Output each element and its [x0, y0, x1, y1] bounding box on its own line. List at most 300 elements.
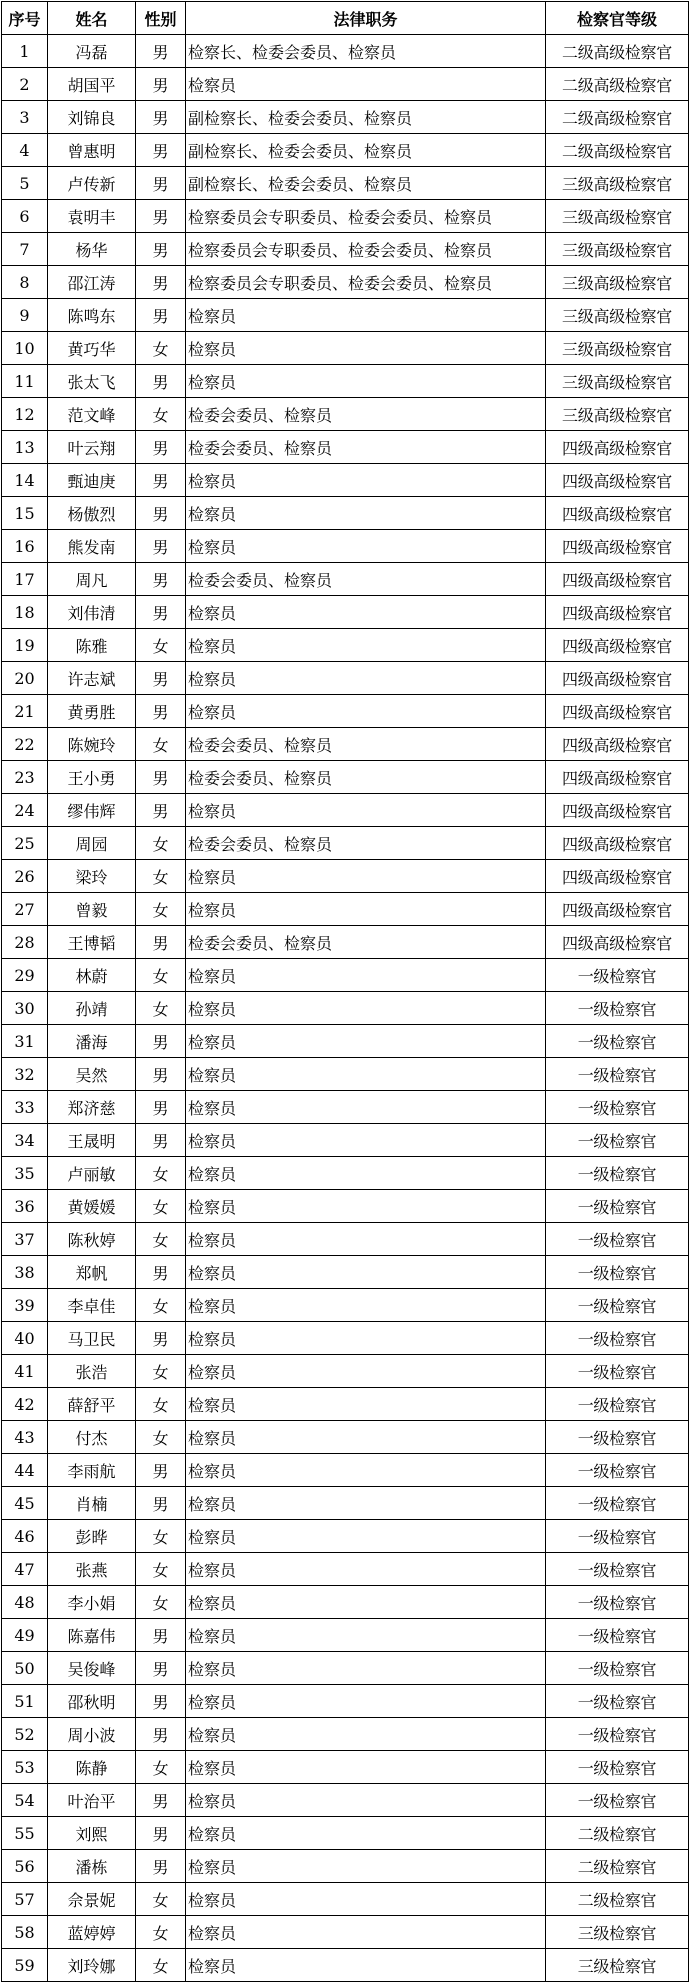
cell-index: 34: [2, 1124, 48, 1157]
cell-gender: 女: [136, 332, 186, 365]
cell-gender: 男: [136, 1685, 186, 1718]
cell-name: 吴然: [48, 1058, 136, 1091]
cell-name: 张浩: [48, 1355, 136, 1388]
cell-gender: 女: [136, 959, 186, 992]
cell-rank: 四级高级检察官: [546, 629, 689, 662]
table-row: [2, 926, 689, 959]
cell-index: 28: [2, 926, 48, 959]
cell-legal-position: 检察员: [186, 1223, 546, 1256]
cell-index: 19: [2, 629, 48, 662]
cell-name: 张燕: [48, 1553, 136, 1586]
cell-rank: 一级检察官: [546, 1718, 689, 1751]
cell-rank: 一级检察官: [546, 1652, 689, 1685]
cell-legal-position: 检察员: [186, 1256, 546, 1289]
cell-rank: 三级高级检察官: [546, 167, 689, 200]
table-row: [2, 167, 689, 200]
cell-index: 16: [2, 530, 48, 563]
cell-rank: 四级高级检察官: [546, 761, 689, 794]
cell-gender: 女: [136, 1355, 186, 1388]
cell-rank: 三级高级检察官: [546, 233, 689, 266]
table-row: [2, 959, 689, 992]
cell-rank: 一级检察官: [546, 1586, 689, 1619]
cell-name: 卢传新: [48, 167, 136, 200]
cell-name: 王博韬: [48, 926, 136, 959]
cell-name: 吴俊峰: [48, 1652, 136, 1685]
cell-gender: 女: [136, 1751, 186, 1784]
cell-gender: 男: [136, 1058, 186, 1091]
cell-legal-position: 检察员: [186, 1487, 546, 1520]
cell-index: 33: [2, 1091, 48, 1124]
cell-legal-position: 检察员: [186, 1190, 546, 1223]
cell-legal-position: 检察员: [186, 497, 546, 530]
cell-rank: 四级高级检察官: [546, 497, 689, 530]
cell-legal-position: 检察员: [186, 596, 546, 629]
cell-index: 6: [2, 200, 48, 233]
cell-legal-position: 检察员: [186, 794, 546, 827]
cell-rank: 一级检察官: [546, 959, 689, 992]
cell-rank: 二级检察官: [546, 1817, 689, 1850]
cell-legal-position: 检察员: [186, 1289, 546, 1322]
cell-name: 蓝婷婷: [48, 1916, 136, 1949]
cell-name: 曾惠明: [48, 134, 136, 167]
cell-gender: 女: [136, 1289, 186, 1322]
cell-name: 李卓佳: [48, 1289, 136, 1322]
cell-rank: 三级检察官: [546, 1916, 689, 1949]
cell-name: 冯磊: [48, 35, 136, 68]
cell-name: 陈静: [48, 1751, 136, 1784]
table-body: [2, 35, 689, 1982]
cell-rank: 一级检察官: [546, 1256, 689, 1289]
cell-gender: 男: [136, 365, 186, 398]
cell-index: 29: [2, 959, 48, 992]
cell-gender: 男: [136, 794, 186, 827]
cell-index: 26: [2, 860, 48, 893]
cell-gender: 女: [136, 1388, 186, 1421]
cell-rank: 一级检察官: [546, 1421, 689, 1454]
cell-rank: 四级高级检察官: [546, 794, 689, 827]
cell-index: 31: [2, 1025, 48, 1058]
table-row: [2, 233, 689, 266]
cell-legal-position: 检察员: [186, 68, 546, 101]
cell-gender: 男: [136, 1619, 186, 1652]
table-row: [2, 1223, 689, 1256]
cell-gender: 男: [136, 1850, 186, 1883]
table-row: [2, 1388, 689, 1421]
cell-legal-position: 检察员: [186, 332, 546, 365]
cell-legal-position: 检委会委员、检察员: [186, 926, 546, 959]
cell-legal-position: 检察员: [186, 992, 546, 1025]
cell-rank: 一级检察官: [546, 1157, 689, 1190]
cell-legal-position: 检察员: [186, 464, 546, 497]
cell-rank: 三级高级检察官: [546, 266, 689, 299]
table-row: [2, 431, 689, 464]
cell-gender: 女: [136, 398, 186, 431]
cell-gender: 男: [136, 1718, 186, 1751]
cell-gender: 女: [136, 827, 186, 860]
cell-gender: 女: [136, 1190, 186, 1223]
cell-gender: 女: [136, 1157, 186, 1190]
cell-rank: 一级检察官: [546, 992, 689, 1025]
cell-rank: 四级高级检察官: [546, 662, 689, 695]
cell-rank: 二级高级检察官: [546, 35, 689, 68]
table-row: [2, 1817, 689, 1850]
cell-rank: 一级检察官: [546, 1619, 689, 1652]
cell-index: 13: [2, 431, 48, 464]
table-row: [2, 497, 689, 530]
table-row: [2, 596, 689, 629]
cell-index: 52: [2, 1718, 48, 1751]
cell-rank: 四级高级检察官: [546, 695, 689, 728]
cell-name: 邵秋明: [48, 1685, 136, 1718]
table-row: [2, 1586, 689, 1619]
cell-legal-position: 检察员: [186, 1421, 546, 1454]
table-row: [2, 1289, 689, 1322]
cell-rank: 一级检察官: [546, 1388, 689, 1421]
cell-gender: 男: [136, 68, 186, 101]
cell-gender: 女: [136, 1586, 186, 1619]
cell-name: 王晟明: [48, 1124, 136, 1157]
cell-legal-position: 检察员: [186, 1784, 546, 1817]
cell-rank: 二级检察官: [546, 1883, 689, 1916]
cell-rank: 四级高级检察官: [546, 431, 689, 464]
table-row: [2, 794, 689, 827]
cell-rank: 一级检察官: [546, 1124, 689, 1157]
cell-rank: 一级检察官: [546, 1058, 689, 1091]
table-row: [2, 761, 689, 794]
cell-name: 刘伟清: [48, 596, 136, 629]
cell-legal-position: 检委会委员、检察员: [186, 827, 546, 860]
cell-legal-position: 检察员: [186, 1025, 546, 1058]
cell-index: 21: [2, 695, 48, 728]
cell-rank: 三级高级检察官: [546, 200, 689, 233]
cell-rank: 三级检察官: [546, 1949, 689, 1982]
cell-index: 10: [2, 332, 48, 365]
cell-name: 刘玲娜: [48, 1949, 136, 1982]
cell-index: 59: [2, 1949, 48, 1982]
cell-legal-position: 检察员: [186, 1058, 546, 1091]
cell-legal-position: 检察员: [186, 1520, 546, 1553]
cell-index: 55: [2, 1817, 48, 1850]
cell-gender: 男: [136, 1652, 186, 1685]
table-row: [2, 530, 689, 563]
cell-name: 薛舒平: [48, 1388, 136, 1421]
cell-legal-position: 检察员: [186, 1157, 546, 1190]
cell-index: 57: [2, 1883, 48, 1916]
cell-rank: 四级高级检察官: [546, 893, 689, 926]
table-row: [2, 629, 689, 662]
cell-name: 林蔚: [48, 959, 136, 992]
cell-legal-position: 检察员: [186, 1091, 546, 1124]
cell-gender: 男: [136, 1256, 186, 1289]
cell-legal-position: 检察员: [186, 1124, 546, 1157]
cell-index: 24: [2, 794, 48, 827]
cell-legal-position: 检察委员会专职委员、检委会委员、检察员: [186, 266, 546, 299]
cell-legal-position: 检察员: [186, 629, 546, 662]
cell-name: 杨华: [48, 233, 136, 266]
cell-legal-position: 检察员: [186, 1586, 546, 1619]
table-row: [2, 1124, 689, 1157]
cell-legal-position: 检察员: [186, 1751, 546, 1784]
cell-gender: 男: [136, 1487, 186, 1520]
cell-gender: 男: [136, 464, 186, 497]
cell-legal-position: 检察员: [186, 959, 546, 992]
table-row: [2, 695, 689, 728]
cell-gender: 男: [136, 563, 186, 596]
cell-name: 熊发南: [48, 530, 136, 563]
cell-legal-position: 检察员: [186, 1619, 546, 1652]
table-row: [2, 1718, 689, 1751]
table-row: [2, 1256, 689, 1289]
cell-name: 周小波: [48, 1718, 136, 1751]
cell-name: 李小娟: [48, 1586, 136, 1619]
cell-rank: 四级高级检察官: [546, 530, 689, 563]
prosecutor-roster-table: [1, 1, 689, 1982]
cell-gender: 女: [136, 629, 186, 662]
cell-index: 50: [2, 1652, 48, 1685]
cell-index: 14: [2, 464, 48, 497]
table-row: [2, 992, 689, 1025]
cell-rank: 一级检察官: [546, 1751, 689, 1784]
cell-name: 潘海: [48, 1025, 136, 1058]
table-row: [2, 1091, 689, 1124]
cell-index: 9: [2, 299, 48, 332]
cell-index: 30: [2, 992, 48, 1025]
cell-rank: 一级检察官: [546, 1487, 689, 1520]
cell-legal-position: 检察员: [186, 1322, 546, 1355]
table-row: [2, 1916, 689, 1949]
cell-legal-position: 检委会委员、检察员: [186, 431, 546, 464]
cell-legal-position: 检察员: [186, 1454, 546, 1487]
cell-legal-position: 检察员: [186, 1916, 546, 1949]
cell-gender: 男: [136, 1322, 186, 1355]
cell-index: 15: [2, 497, 48, 530]
cell-rank: 二级高级检察官: [546, 68, 689, 101]
cell-name: 黄巧华: [48, 332, 136, 365]
cell-legal-position: 检察长、检委会委员、检察员: [186, 35, 546, 68]
cell-gender: 女: [136, 1520, 186, 1553]
cell-name: 黄勇胜: [48, 695, 136, 728]
cell-index: 12: [2, 398, 48, 431]
cell-name: 彭晔: [48, 1520, 136, 1553]
cell-rank: 一级检察官: [546, 1190, 689, 1223]
cell-legal-position: 检察员: [186, 1817, 546, 1850]
cell-legal-position: 检察员: [186, 1685, 546, 1718]
cell-name: 陈嘉伟: [48, 1619, 136, 1652]
cell-legal-position: 检察员: [186, 1949, 546, 1982]
table-row: [2, 1157, 689, 1190]
cell-gender: 男: [136, 134, 186, 167]
cell-rank: 一级检察官: [546, 1223, 689, 1256]
cell-name: 叶治平: [48, 1784, 136, 1817]
cell-index: 38: [2, 1256, 48, 1289]
cell-name: 王小勇: [48, 761, 136, 794]
cell-name: 郑帆: [48, 1256, 136, 1289]
table-row: [2, 1949, 689, 1982]
table-row: [2, 1421, 689, 1454]
cell-rank: 四级高级检察官: [546, 728, 689, 761]
cell-gender: 女: [136, 1421, 186, 1454]
cell-rank: 一级检察官: [546, 1322, 689, 1355]
cell-gender: 女: [136, 992, 186, 1025]
cell-name: 马卫民: [48, 1322, 136, 1355]
cell-index: 3: [2, 101, 48, 134]
cell-name: 卢丽敏: [48, 1157, 136, 1190]
table-row: [2, 1883, 689, 1916]
table-row: [2, 1487, 689, 1520]
cell-legal-position: 检察员: [186, 1388, 546, 1421]
table-row: [2, 728, 689, 761]
cell-rank: 一级检察官: [546, 1355, 689, 1388]
cell-name: 邵江涛: [48, 266, 136, 299]
table-row: [2, 332, 689, 365]
table-row: [2, 1454, 689, 1487]
cell-gender: 男: [136, 1124, 186, 1157]
cell-index: 56: [2, 1850, 48, 1883]
table-row: [2, 1751, 689, 1784]
cell-rank: 三级高级检察官: [546, 332, 689, 365]
cell-legal-position: 副检察长、检委会委员、检察员: [186, 167, 546, 200]
cell-index: 11: [2, 365, 48, 398]
cell-name: 袁明丰: [48, 200, 136, 233]
cell-name: 范文峰: [48, 398, 136, 431]
cell-gender: 男: [136, 530, 186, 563]
table-row: [2, 1619, 689, 1652]
cell-rank: 一级检察官: [546, 1091, 689, 1124]
cell-gender: 男: [136, 35, 186, 68]
cell-gender: 男: [136, 1784, 186, 1817]
table-row: [2, 827, 689, 860]
header-name: 姓名: [48, 2, 136, 35]
table-row: [2, 1685, 689, 1718]
table-header: [2, 2, 689, 35]
table-row: [2, 1322, 689, 1355]
table-row: [2, 1025, 689, 1058]
table-row: [2, 1850, 689, 1883]
cell-legal-position: 检察员: [186, 893, 546, 926]
cell-legal-position: 检委会委员、检察员: [186, 761, 546, 794]
cell-legal-position: 检察员: [186, 299, 546, 332]
cell-index: 39: [2, 1289, 48, 1322]
cell-name: 胡国平: [48, 68, 136, 101]
table-row: [2, 1520, 689, 1553]
cell-name: 郑济慈: [48, 1091, 136, 1124]
cell-index: 40: [2, 1322, 48, 1355]
cell-gender: 男: [136, 431, 186, 464]
cell-gender: 女: [136, 1553, 186, 1586]
cell-name: 李雨航: [48, 1454, 136, 1487]
cell-legal-position: 检察员: [186, 1355, 546, 1388]
cell-legal-position: 检察员: [186, 1850, 546, 1883]
cell-name: 甄迪庚: [48, 464, 136, 497]
cell-gender: 男: [136, 200, 186, 233]
cell-gender: 男: [136, 266, 186, 299]
cell-index: 35: [2, 1157, 48, 1190]
cell-gender: 男: [136, 596, 186, 629]
cell-index: 53: [2, 1751, 48, 1784]
cell-name: 陈秋婷: [48, 1223, 136, 1256]
cell-rank: 二级高级检察官: [546, 101, 689, 134]
header-row: [2, 2, 689, 35]
cell-gender: 男: [136, 761, 186, 794]
cell-legal-position: 检察员: [186, 695, 546, 728]
cell-name: 杨傲烈: [48, 497, 136, 530]
header-gender: 性别: [136, 2, 186, 35]
cell-index: 5: [2, 167, 48, 200]
cell-legal-position: 检委会委员、检察员: [186, 563, 546, 596]
table-row: [2, 35, 689, 68]
cell-gender: 女: [136, 1223, 186, 1256]
table-row: [2, 266, 689, 299]
cell-name: 刘锦良: [48, 101, 136, 134]
cell-name: 付杰: [48, 1421, 136, 1454]
cell-gender: 女: [136, 728, 186, 761]
cell-index: 27: [2, 893, 48, 926]
cell-legal-position: 检察员: [186, 365, 546, 398]
cell-gender: 男: [136, 1091, 186, 1124]
cell-index: 20: [2, 662, 48, 695]
cell-legal-position: 检委会委员、检察员: [186, 728, 546, 761]
cell-index: 46: [2, 1520, 48, 1553]
cell-gender: 女: [136, 1883, 186, 1916]
table-row: [2, 1784, 689, 1817]
cell-rank: 四级高级检察官: [546, 563, 689, 596]
cell-gender: 女: [136, 1949, 186, 1982]
table-row: [2, 464, 689, 497]
cell-gender: 女: [136, 893, 186, 926]
cell-index: 58: [2, 1916, 48, 1949]
table-row: [2, 134, 689, 167]
cell-name: 缪伟辉: [48, 794, 136, 827]
cell-rank: 三级高级检察官: [546, 398, 689, 431]
cell-legal-position: 检察员: [186, 860, 546, 893]
cell-rank: 一级检察官: [546, 1520, 689, 1553]
cell-legal-position: 检察委员会专职委员、检委会委员、检察员: [186, 233, 546, 266]
cell-name: 张太飞: [48, 365, 136, 398]
table-row: [2, 365, 689, 398]
table-row: [2, 1190, 689, 1223]
cell-gender: 男: [136, 695, 186, 728]
cell-legal-position: 检察员: [186, 1553, 546, 1586]
cell-name: 刘熙: [48, 1817, 136, 1850]
cell-index: 36: [2, 1190, 48, 1223]
table-row: [2, 68, 689, 101]
table-row: [2, 860, 689, 893]
table-row: [2, 398, 689, 431]
cell-name: 周园: [48, 827, 136, 860]
cell-rank: 三级高级检察官: [546, 365, 689, 398]
cell-gender: 男: [136, 926, 186, 959]
cell-name: 黄媛媛: [48, 1190, 136, 1223]
cell-index: 49: [2, 1619, 48, 1652]
cell-index: 37: [2, 1223, 48, 1256]
cell-gender: 男: [136, 662, 186, 695]
cell-legal-position: 检察员: [186, 1652, 546, 1685]
cell-rank: 一级检察官: [546, 1685, 689, 1718]
cell-legal-position: 副检察长、检委会委员、检察员: [186, 101, 546, 134]
cell-gender: 男: [136, 101, 186, 134]
cell-index: 51: [2, 1685, 48, 1718]
cell-rank: 四级高级检察官: [546, 596, 689, 629]
cell-name: 陈鸣东: [48, 299, 136, 332]
table-row: [2, 893, 689, 926]
cell-legal-position: 检察员: [186, 1883, 546, 1916]
cell-name: 佘景妮: [48, 1883, 136, 1916]
cell-gender: 男: [136, 1025, 186, 1058]
table-row: [2, 1058, 689, 1091]
cell-gender: 男: [136, 1817, 186, 1850]
cell-index: 44: [2, 1454, 48, 1487]
cell-legal-position: 检察员: [186, 662, 546, 695]
